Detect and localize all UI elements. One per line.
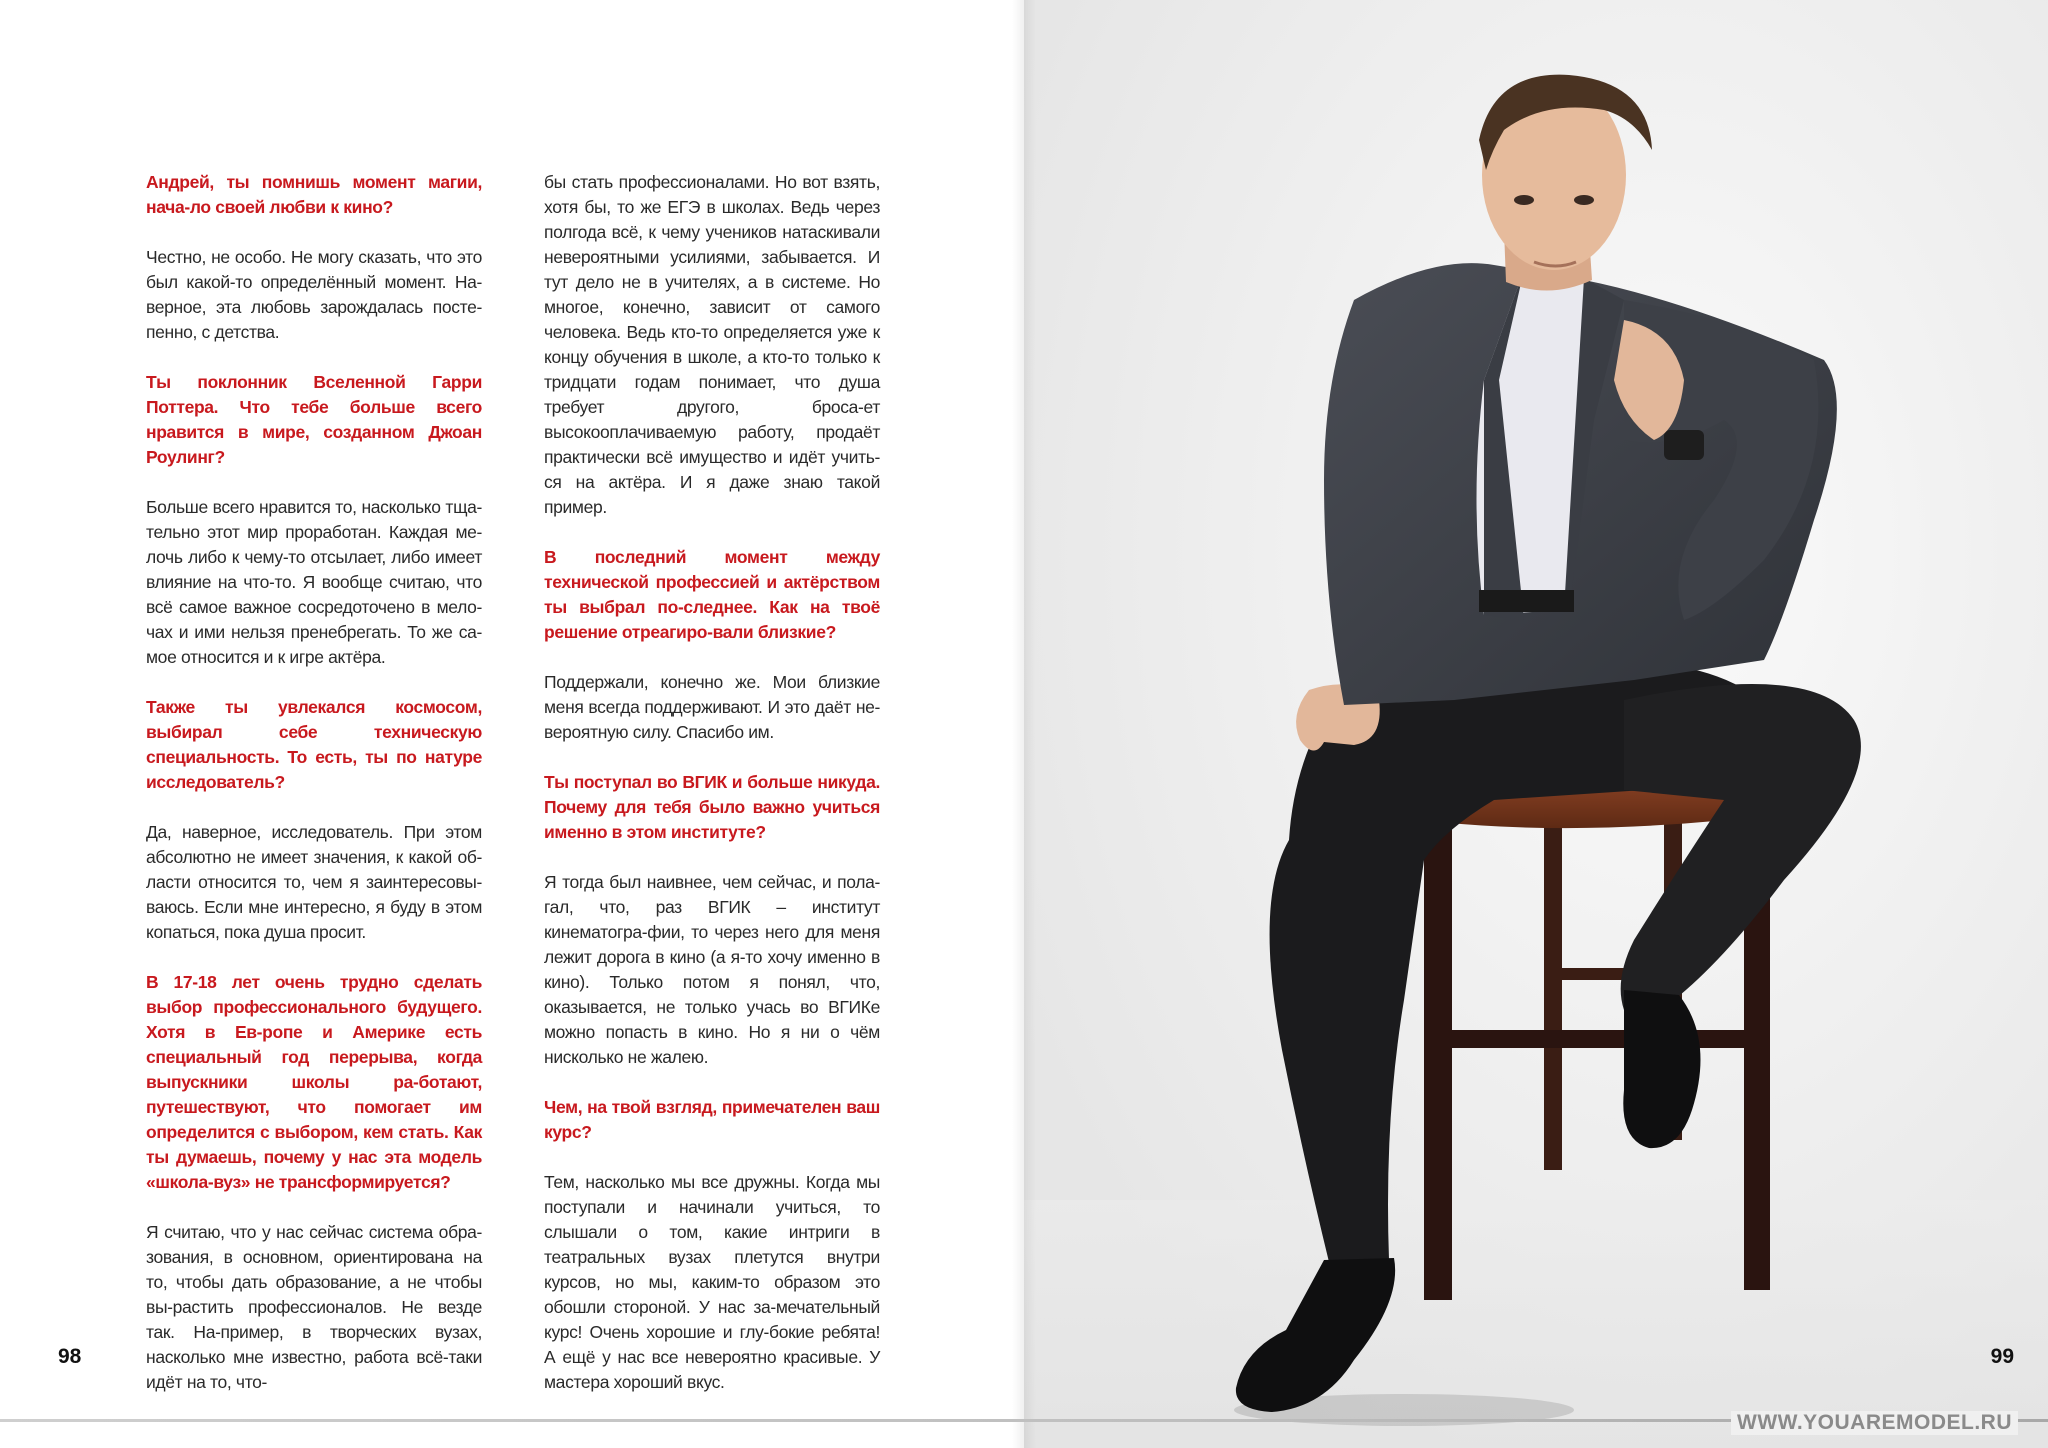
answer-paragraph: Больше всего нравится то, насколько тща-тельно этот мир проработан. Каждая ме-лочь либо к чему-то отсылает, либо имеет влияние на что-то. Я вообще считаю, что всё самое важное сосредоточено в мело-чах и ими нельзя пренебрегать. То же са-мое относится и к игре актёра. [146,497,482,667]
answer-paragraph: Поддержали, конечно же. Мои близкие меня всегда поддерживают. И это даёт не-вероятную силу. Спасибо им. [544,672,880,742]
model-photo [1024,0,2048,1448]
page-number-left: 98 [58,1345,82,1368]
question-paragraph: В последний момент между технической профессией и актёрством ты выбрал по-следнее. Как на твоё решение отреагиро-вали близкие? [544,547,880,642]
page-gutter [1012,0,1036,1448]
answer-paragraph: Честно, не особо. Не могу сказать, что это был какой-то определённый момент. На-верное, эта любовь зарождалась посте-пенно, с детства. [146,247,482,342]
answer-paragraph: бы стать профессионалами. Но вот взять, хотя бы, то же ЕГЭ в школах. Ведь через полгода всё, к чему учеников натаскивали невероятными усилиями, забывается. И тут дело не в учителях, а в системе. Но многое, конечно, зависит от самого человека. Ведь кто-то определяется уже к концу обучения в школе, а кто-то только к тридцати годам понимает, что душа требует другого, бросa-ет высокооплачиваемую работу, продаёт практически всё имущество и идёт учить-ся на актёра. И я даже знаю такой пример. [544,172,880,517]
question-paragraph: Также ты увлекался космосом, выбирал себе техническую специальность. То есть, ты по натуре исследователь? [146,697,482,792]
answer-paragraph: Да, наверное, исследователь. При этом абсолютно не имеет значения, к какой об-ласти относится то, чем я заинтересовы-ваюсь. Если мне интересно, я буду в этом копаться, пока душа просит. [146,822,482,942]
answer-paragraph: Я считаю, что у нас сейчас система обра-зования, в основном, ориентирована на то, чтобы дать образование, а не чтобы вы-растить профессионалов. Не везде так. На-пример, в творческих вузах, насколько мне известно, работа всё-таки идёт на то, что- [146,1222,482,1392]
answer-paragraph: Я тогда был наивнее, чем сейчас, и пола-гал, что, раз ВГИК – институт кинематогра-фии, то через него для меня лежит дорога в кино (а я-то хочу именно в кино). Только потом я понял, что, оказывается, не только учась во ВГИКе можно попасть в кино. Но я ни о чём нисколько не жалею. [544,872,880,1067]
question-paragraph: Чем, на твой взгляд, примечателен ваш курс? [544,1097,880,1142]
text-column-2 [544,170,880,1420]
question-paragraph: В 17-18 лет очень трудно сделать выбор профессионального будущего. Хотя в Ев-ропе и Америке есть специальный год перерыва, когда выпускники школы ра-ботают, путешествуют, что помогает им определится с выбором, кем стать. Как ты думаешь, почему у нас эта модель «школа-вуз» не трансформируется? [146,972,482,1192]
page-number-right: 99 [1990,1345,2014,1368]
wristwatch [1664,430,1704,460]
question-paragraph: Ты поступал во ВГИК и больше никуда. Почему для тебя было важно учиться именно в этом институте? [544,772,880,842]
answer-paragraph: Тем, насколько мы все дружны. Когда мы поступали и начинали учиться, то слышали о том, какие интриги в театральных вузах плетутся внутри курсов, но мы, каким-то образом это обошли стороной. У нас за-мечательный курс! Очень хорошие и глу-бокие ребята! А ещё у нас все невероятно красивые. У мастера хороший вкус. [544,1172,880,1392]
question-paragraph: Ты поклонник Вселенной Гарри Поттера. Что тебе больше всего нравится в мире, созданном Джоан Роулинг? [146,372,482,467]
website-url: WWW.YOUAREMODEL.RU [1731,1411,2018,1435]
text-column-1 [146,170,482,1420]
question-paragraph: Андрей, ты помнишь момент магии, нача-ло своей любви к кино? [146,172,482,217]
right-page [1024,0,2048,1448]
